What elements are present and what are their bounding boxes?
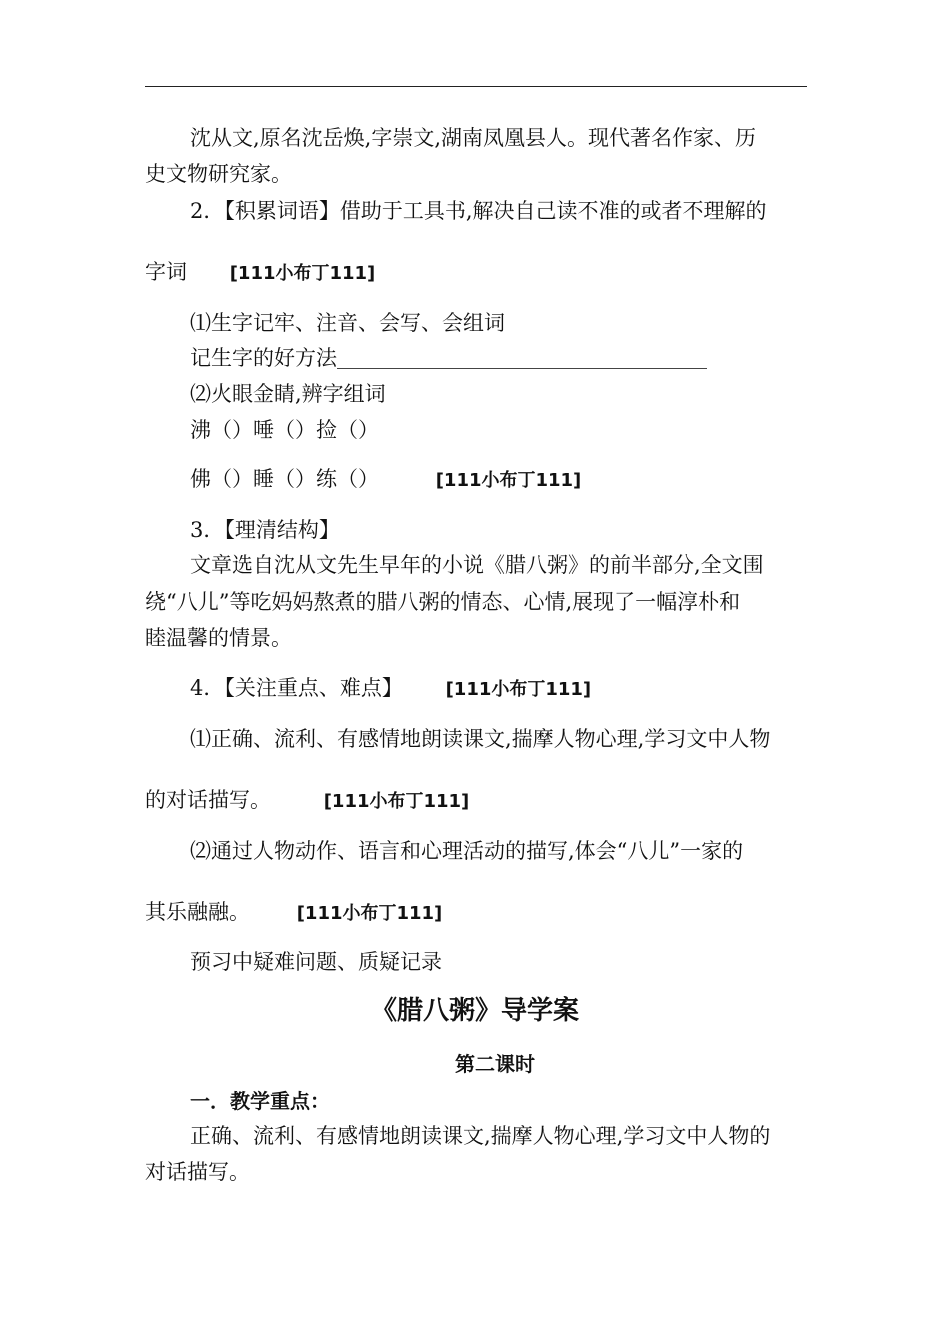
header-rule: [145, 86, 807, 87]
lesson-title: 《腊八粥》导学案: [370, 996, 579, 1026]
memo-label: 记生字的好方法: [190, 346, 337, 370]
lesson-line-2: 对话描写。: [145, 1160, 250, 1184]
item2-line-2-text: 字词: [145, 260, 187, 284]
item2-line-2: [145, 258, 375, 288]
item3-line-2: 绕“八儿”等吃妈妈熬煮的腊八粥的情态、心情,展现了一幅淳朴和: [145, 590, 741, 614]
item4-p1-line-1: ⑴正确、流利、有感情地朗读课文,揣摩人物心理,学习文中人物: [190, 727, 771, 751]
item4-p2-line-2: 其乐融融。: [145, 900, 250, 924]
watermark-tag: [111小布丁111]: [296, 903, 443, 924]
item4-p1-line-2-row: [145, 786, 469, 816]
item3-line-1: 文章选自沈从文先生早年的小说《腊八粥》的前半部分,全文围: [190, 553, 764, 577]
notes-label: 预习中疑难问题、质疑记录: [190, 950, 442, 974]
item4-heading: 4．【关注重点、难点】: [190, 676, 403, 700]
memo-row: [190, 344, 707, 372]
lesson-subtitle: 第二课时: [455, 1052, 535, 1076]
word-row-2-text: 佛（）睡（）练（）: [190, 467, 379, 491]
watermark-tag: [111小布丁111]: [435, 470, 582, 491]
item4-p1-line-2: 的对话描写。: [145, 788, 271, 812]
watermark-tag: [111小布丁111]: [445, 679, 592, 700]
section-heading: 一．教学重点：: [190, 1089, 330, 1113]
word-row-2: [190, 465, 581, 495]
watermark-tag: [111小布丁111]: [323, 791, 470, 812]
watermark-tag: [111小布丁111]: [229, 263, 376, 284]
lesson-line-1: 正确、流利、有感情地朗读课文,揣摩人物心理,学习文中人物的: [190, 1124, 771, 1148]
memo-blank-line[interactable]: [337, 346, 707, 369]
item2-sub-2: ⑵火眼金睛,辨字组词: [190, 382, 386, 406]
item2-line-1: 2．【积累词语】借助于工具书,解决自己读不准的或者不理解的: [190, 199, 767, 223]
item2-sub-1: ⑴生字记牢、注音、会写、会组词: [190, 311, 505, 335]
item3-line-3: 睦温馨的情景。: [145, 626, 292, 650]
intro-line-1: 沈从文,原名沈岳焕,字崇文,湖南凤凰县人。现代著名作家、历: [190, 126, 757, 150]
item4-p2-line-2-row: [145, 898, 442, 928]
intro-line-2: 史文物研究家。: [145, 162, 292, 186]
item4-p2-line-1: ⑵通过人物动作、语言和心理活动的描写,体会“八儿”一家的: [190, 839, 744, 863]
item4-heading-row: [190, 674, 591, 704]
word-row-1: 沸（）唾（）捡（）: [190, 418, 379, 442]
item3-heading: 3．【理清结构】: [190, 518, 340, 542]
